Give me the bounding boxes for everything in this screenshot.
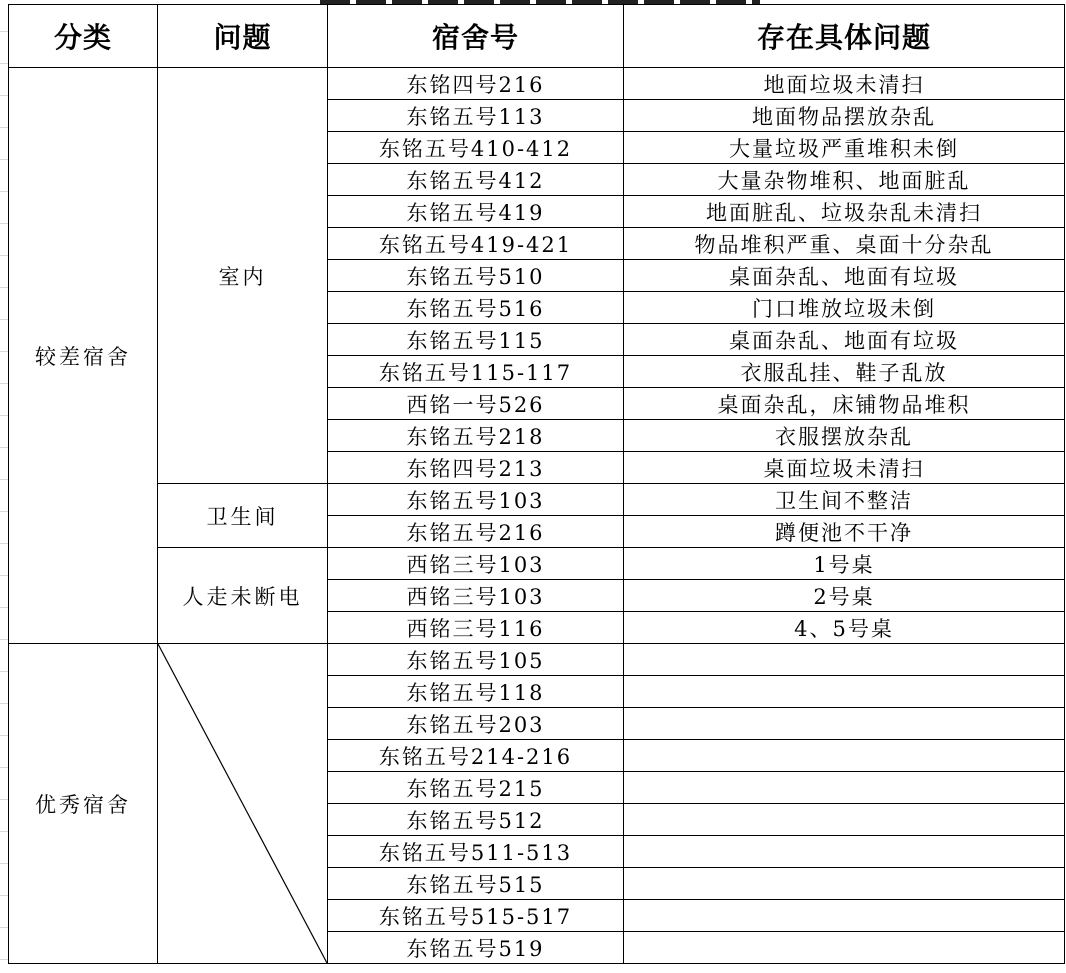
issue-description-empty (624, 644, 1065, 676)
issue-description: 4、5号桌 (624, 612, 1065, 644)
category-excellent-dorms: 优秀宿舍 (9, 644, 158, 964)
issue-description-empty (624, 836, 1065, 868)
issue-description: 衣服乱挂、鞋子乱放 (624, 356, 1065, 388)
room-number: 西铭三号103 (328, 548, 624, 580)
room-number: 东铭五号216 (328, 516, 624, 548)
header-problem: 问题 (158, 5, 328, 68)
issue-description: 桌面垃圾未清扫 (624, 452, 1065, 484)
room-number: 东铭五号419 (328, 196, 624, 228)
room-number: 东铭五号118 (328, 676, 624, 708)
issue-description: 2号桌 (624, 580, 1065, 612)
issue-description-empty (624, 868, 1065, 900)
diagonal-empty-cell (158, 644, 328, 964)
header-category: 分类 (9, 5, 158, 68)
issue-description-empty (624, 708, 1065, 740)
issue-description-empty (624, 900, 1065, 932)
room-number: 东铭五号203 (328, 708, 624, 740)
room-number: 东铭五号115-117 (328, 356, 624, 388)
problem-type: 室内 (158, 68, 328, 484)
issue-description: 衣服摆放杂乱 (624, 420, 1065, 452)
room-number: 东铭五号412 (328, 164, 624, 196)
issue-description-empty (624, 804, 1065, 836)
issue-description: 地面物品摆放杂乱 (624, 100, 1065, 132)
issue-description-empty (624, 676, 1065, 708)
room-number: 东铭五号516 (328, 292, 624, 324)
issue-description: 蹲便池不干净 (624, 516, 1065, 548)
room-number: 东铭四号213 (328, 452, 624, 484)
issue-description-empty (624, 932, 1065, 964)
table-row (9, 68, 1065, 100)
room-number: 东铭五号510 (328, 260, 624, 292)
room-number: 东铭五号113 (328, 100, 624, 132)
issue-description: 地面脏乱、垃圾杂乱未清扫 (624, 196, 1065, 228)
room-number: 东铭五号218 (328, 420, 624, 452)
issue-description: 门口堆放垃圾未倒 (624, 292, 1065, 324)
issue-description: 桌面杂乱、地面有垃圾 (624, 260, 1065, 292)
issue-description: 卫生间不整洁 (624, 484, 1065, 516)
dormitory-inspection-table (8, 4, 1065, 964)
issue-description: 1号桌 (624, 548, 1065, 580)
header-room-number: 宿舍号 (328, 5, 624, 68)
problem-type: 人走未断电 (158, 548, 328, 644)
room-number: 东铭四号216 (328, 68, 624, 100)
table-row (9, 644, 1065, 676)
issue-description: 桌面杂乱、地面有垃圾 (624, 324, 1065, 356)
room-number: 东铭五号512 (328, 804, 624, 836)
room-number: 西铭一号526 (328, 388, 624, 420)
issue-description-empty (624, 772, 1065, 804)
room-number: 东铭五号115 (328, 324, 624, 356)
category-poor-dorms: 较差宿舍 (9, 68, 158, 644)
issue-description: 大量垃圾严重堆积未倒 (624, 132, 1065, 164)
room-number: 西铭三号103 (328, 580, 624, 612)
room-number: 东铭五号515-517 (328, 900, 624, 932)
issue-description: 地面垃圾未清扫 (624, 68, 1065, 100)
issue-description: 桌面杂乱，床铺物品堆积 (624, 388, 1065, 420)
table-body (9, 68, 1065, 964)
room-number: 东铭五号515 (328, 868, 624, 900)
table-row (9, 548, 1065, 580)
diagonal-line (158, 644, 327, 963)
room-number: 东铭五号105 (328, 644, 624, 676)
room-number: 西铭三号116 (328, 612, 624, 644)
room-number: 东铭五号511-513 (328, 836, 624, 868)
room-number: 东铭五号214-216 (328, 740, 624, 772)
header-row (9, 5, 1065, 68)
room-number: 东铭五号215 (328, 772, 624, 804)
header-specific-issue: 存在具体问题 (624, 5, 1065, 68)
room-number: 东铭五号419-421 (328, 228, 624, 260)
problem-type: 卫生间 (158, 484, 328, 548)
issue-description-empty (624, 740, 1065, 772)
room-number: 东铭五号103 (328, 484, 624, 516)
table-row (9, 484, 1065, 516)
issue-description: 物品堆积严重、桌面十分杂乱 (624, 228, 1065, 260)
row-gridlines (0, 0, 8, 973)
room-number: 东铭五号519 (328, 932, 624, 964)
issue-description: 大量杂物堆积、地面脏乱 (624, 164, 1065, 196)
room-number: 东铭五号410-412 (328, 132, 624, 164)
